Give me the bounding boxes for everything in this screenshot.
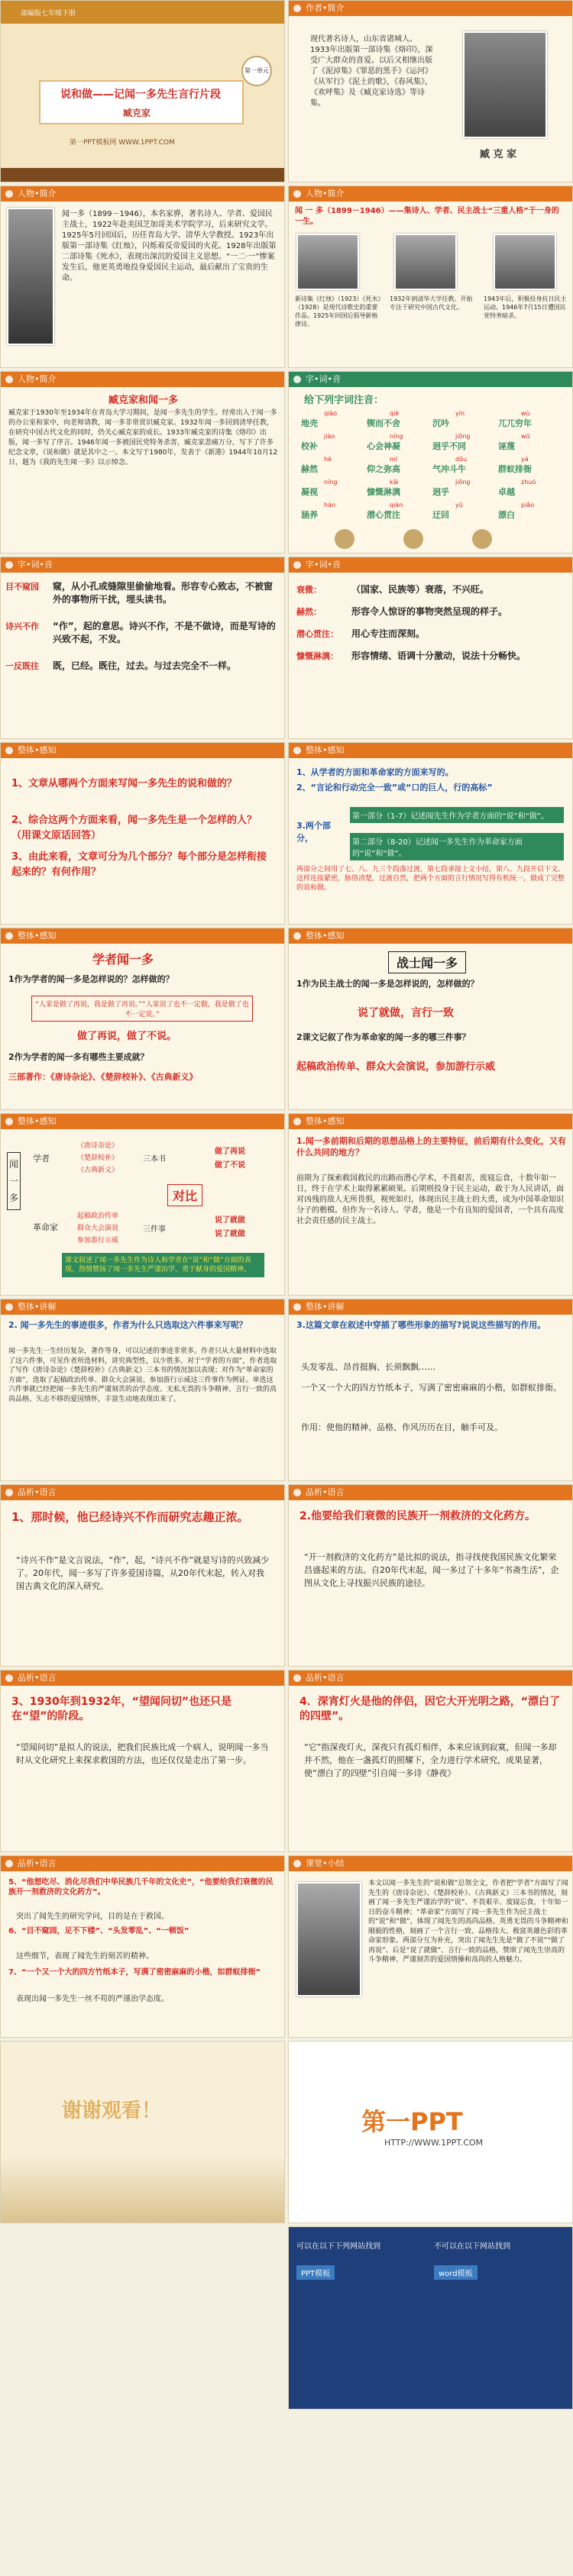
slide-language-2[interactable]	[288, 1484, 573, 1667]
event-3: 参加游行示威	[77, 1237, 119, 1244]
pinyin-item	[432, 479, 497, 498]
analysis-text: “开一剂救济的文化药方”是比拟的说法，指寻找使我国民族文化繁荣昌盛起来的方法。自20年代末起，闻一多过了十多年“书斋生活”，企图从文化上寻找振兴民族的途径。	[304, 1552, 559, 1588]
exercise-title: 给下列字词注音：	[304, 395, 384, 406]
sentence-6: 6、“目不窥园，足不下楼”、“头发零乱”、“一顿饭”	[8, 1927, 189, 1935]
author-bio: 现代著名诗人，山东省诸城人。1933年出版第一部诗集《烙印》，深受广大群众的喜爱。以后又相继出版了《泥淖集》《罪恶的黑手》《运河》《从军行》《泥土的歌》，《春风集》，《欢呼集》及《臧克家诗选》等诗集。	[310, 35, 433, 108]
slide-language-1[interactable]	[0, 1484, 285, 1667]
book-1: 《唐诗杂论》	[77, 1142, 119, 1150]
three-books-label: 三本书	[143, 1155, 166, 1164]
vocab-row	[296, 583, 568, 596]
caption-2: 1932年到清华大学任教。开始专注于研究中国古代文化。	[390, 295, 473, 311]
pinyin-text: yá	[521, 456, 529, 463]
pinyin-item	[301, 433, 365, 452]
caption-3: 1943年后，积极投身抗日民主运动。1946年7月15日遭国民党特务暗杀。	[484, 295, 567, 319]
summary-text: 本文以闻一多先生的“说和做”总领全文，作者把“学者”方面写了闻先生的《唐诗杂论》、《楚辞校补》、《古典新义》三本书的情况，刻画了闻一多先生严谨治学的“说”、不畏艰辛、废寝忘食，十年如一日的奋斗精神；“革命家”方面写了闻一多先生作为民主战士的“说”和“做”，体现了闻先生的高尚品格、英勇无畏的斗争精神和刚毅的性格，刻画了一个言行一致、品格伟大、极富英雄色彩的革命家形象。两部分互为补充，突出了闻先生先是“做了不说”“做了再说”、后是“说了就做”、言行一致的品格，赞颂了闻先生崇高的斗争精神、严谨刻苦的爱国情操和高尚的人格魅力。	[368, 1880, 568, 1964]
revolutionary-label: 革命家	[33, 1222, 58, 1232]
word-text: 涵养	[301, 510, 318, 520]
slide-header: 整体•感知	[1, 928, 284, 944]
slide-header: 人物•简介	[1, 186, 284, 202]
vocab-definition: 既，已经。既往，过去。与过去完全不一样。	[53, 660, 237, 671]
slide-header: 品析•语言	[289, 1485, 572, 1500]
answer-5: 突出了闻先生的研究学问，目的是在于救国。	[16, 1913, 169, 1921]
bullet-3: 作用：使他的精神、品格、作风历历在目，触手可及。	[301, 1422, 503, 1432]
slide-header: 人物•简介	[1, 372, 284, 387]
slide-thanks[interactable]	[0, 2041, 285, 2223]
slide-pinyin[interactable]	[288, 371, 573, 554]
pinyin-item	[301, 456, 365, 475]
word-text: 漂白	[498, 510, 515, 520]
landscape-decoration	[1, 2156, 285, 2223]
slide-header: 品析•语言	[289, 1671, 572, 1686]
result-3: 说了就做	[215, 1216, 245, 1225]
vocab-row	[5, 580, 280, 606]
slide-header: 整体•感知	[289, 743, 572, 758]
slide-vocab-1[interactable]	[0, 557, 285, 739]
word-text: 卓越	[498, 487, 515, 497]
slide-language-4[interactable]	[288, 1670, 573, 1852]
vocab-term: 赫然：	[296, 607, 322, 617]
answer-text: 前期为了探索救国救民的出路而潜心学术，不畏艰苦，废寝忘食，十数年如一日，终于在学术上取得累累硕果。后期则投身于民主运动，敢于为人民讲话，面对凶残的敌人无所畏惧，视死如归，体现出民主战士的大勇，成为中国革命知识分子的楷模。但作为一名诗人、学者，他是一个有良知的爱国者，一个具有高度社会责任感的民主战士。	[296, 1174, 564, 1225]
slide-header: 整体•感知	[1, 743, 284, 758]
resource-ppt[interactable]: PPT模板	[296, 2265, 335, 2280]
pinyin-item	[301, 502, 365, 521]
section-title: 学者闻一多	[92, 952, 154, 967]
word-text: 地壳	[301, 418, 318, 428]
pinyin-text: níng	[390, 433, 403, 440]
pinyin-item	[367, 502, 431, 521]
pinyin-item	[498, 433, 562, 452]
available-label: 可以在以下下列网站找到	[296, 2242, 380, 2251]
author-name: 臧克家	[123, 108, 151, 118]
slide-structure-chart[interactable]	[0, 1113, 285, 1296]
slide-header: 整体•讲解	[1, 1299, 284, 1315]
vocab-definition: 用心专注而深刻。	[351, 628, 426, 639]
slide-resources[interactable]	[288, 2226, 573, 2410]
slide-character-intro-3[interactable]	[0, 371, 285, 554]
pinyin-text: kǎi	[390, 479, 399, 486]
thanks-text: 谢谢观看！	[62, 2100, 162, 2122]
sentence-heading: 1、那时候，他已经诗兴不作而研究志趣正浓。	[11, 1510, 249, 1524]
word-text: 沉吟	[432, 418, 449, 428]
slide-character-intro-2[interactable]	[288, 186, 573, 368]
pinyin-text: qiào	[324, 410, 338, 417]
vocab-term: 慷慨淋漓：	[296, 651, 338, 661]
resource-word[interactable]: word模板	[434, 2265, 478, 2280]
photo-1	[296, 234, 359, 290]
slide-header: 人物•简介	[289, 186, 572, 202]
question-1: 1、文章从哪两个方面来写闻一多先生的说和做的？	[11, 778, 238, 789]
word-text: 赫然	[301, 464, 318, 474]
summary-box: 课文叙述了闻一多先生作为诗人和学者在“说”和“做”方面的表现，热情赞扬了闻一多先生严谨治学、勇于献身的爱国精神。	[62, 1253, 264, 1277]
slide-header: 品析•语言	[1, 1671, 284, 1686]
question: 2. 闻一多先生的事迹很多，作者为什么只选取这六件事来写呢？	[8, 1320, 248, 1330]
word-text: 群蚁排衙	[498, 464, 532, 474]
pinyin-text: níng	[324, 479, 338, 486]
word-text: 诬蔑	[498, 441, 515, 451]
question-3: 3、由此来看，文章可分为几个部分？每个部分是怎样衔接起来的？有何作用？	[11, 851, 267, 878]
caption-1: 新诗集《红烛》（1923）《死水》（1928）是现代诗歌史的重要作品。1925年回国后倡导新格律诗。	[295, 295, 381, 328]
pinyin-text: mí	[390, 456, 398, 463]
result-1: 做了再说	[215, 1148, 245, 1156]
site-label: 第一PPT模板网 WWW.1PPT.COM	[70, 139, 175, 147]
vocab-list	[5, 580, 280, 686]
pinyin-item	[432, 410, 497, 429]
transition-note: 两部分之间用了七、八、九三个段落过渡，第七段承接上文小结，第八、九段开启下文。这样连接紧密，脉络清楚，过渡自然，把两个方面的言行情况写得有机统一，做成了完整的说和做。	[296, 866, 565, 892]
part-1: 第一部分（1-7）记述闻先生作为学者方面的“说”和“做”。	[350, 807, 564, 823]
slide-header: 整体•感知	[1, 1114, 284, 1129]
slide-discussion-2[interactable]	[0, 1299, 285, 1481]
pinyin-text: hè	[324, 456, 332, 463]
logo-text: 第一PPT	[361, 2107, 463, 2136]
slide-character-intro-1[interactable]	[0, 186, 285, 368]
slide-header: 品析•语言	[1, 1856, 284, 1871]
vocab-term: 一反既往	[5, 661, 39, 671]
slide-language-3[interactable]	[0, 1670, 285, 1852]
analysis-text: “望闻问切”是拟人的说法，把我们民族比成一个病人，说明闻一多当时从文化研究上来探求救国的方法，也还仅仅是走出了第一步。	[16, 1742, 269, 1765]
result-2: 做了不说	[215, 1161, 245, 1170]
slide-author-intro[interactable]	[288, 0, 573, 182]
event-1: 起稿政治传单	[77, 1212, 119, 1220]
question-2: 2课文记叙了作为革命家的闻一多的哪三件事？	[296, 1032, 471, 1042]
slide-summary[interactable]	[288, 1855, 573, 2038]
answer-1: 说了就做，言行一致	[358, 1007, 454, 1019]
pinyin-text: jiào	[324, 433, 335, 440]
word-text: 兀兀穷年	[498, 418, 532, 428]
slide-overview-questions[interactable]	[0, 742, 285, 925]
pinyin-item	[367, 456, 431, 475]
photo-3	[494, 234, 556, 290]
pinyin-grid	[301, 410, 565, 525]
pinyin-text: yín	[455, 410, 465, 417]
analysis-text: “它”指深夜灯火，深夜只有孤灯相伴，本来应该到寂寞，但闻一多却并不然，他在一盏孤灯的照耀下，全力进行学术研究，成果显著，使“漂白了的四壁”引自闻一多诗《静夜》	[304, 1742, 557, 1778]
word-text: 潜心贯注	[367, 510, 400, 520]
answer-1: 1、从学者的方面和革命家的方面来写的。	[296, 767, 454, 777]
answer-7: 表现出闻一多先生一丝不苟的严谨治学态度。	[16, 1995, 169, 2003]
pinyin-text: piǎo	[521, 502, 535, 508]
pinyin-item	[498, 456, 562, 475]
vocab-definition: （国家、民族等）衰落，不兴旺。	[351, 584, 490, 595]
word-text: 仰之弥高	[367, 464, 400, 474]
answer-2: 起稿政治传单、群众大会演说，参加游行示威	[296, 1061, 496, 1073]
logo-url[interactable]: HTTP://WWW.1PPT.COM	[384, 2138, 484, 2148]
unit-badge: 第一单元	[241, 56, 272, 86]
pinyin-item	[498, 502, 562, 521]
word-text: 迂回	[432, 510, 449, 520]
word-text: 凝视	[301, 487, 318, 497]
slide-overview-answers[interactable]	[288, 742, 573, 925]
question-1: 1作为民主战士的闻一多是怎样说的，怎样做的？	[296, 979, 479, 989]
vocab-row	[5, 620, 280, 646]
pinyin-text: wù	[521, 410, 530, 417]
slide-title[interactable]	[0, 0, 285, 182]
sentence-7: 7、“一个又一个大的四方竹纸本子，写满了密密麻麻的小楷，如群蚁排衙”	[8, 1968, 261, 1977]
analysis-text: “诗兴不作”是文言说法，“作”，起，“诗兴不作”就是写诗的兴致减少了。20年代，闻一多写了许多爱国诗篇，从20年代末起，转入对我国古典文化的深入研究。	[16, 1555, 270, 1591]
question-2: 2作为学者的闻一多有哪些主要成就？	[8, 1052, 149, 1062]
vocab-definition: “作”，起的意思。诗兴不作，不是不做诗，而是写诗的兴致不起，不发。	[53, 621, 276, 644]
three-events-label: 三件事	[143, 1225, 166, 1234]
pinyin-text: zhuó	[521, 479, 536, 486]
slide-discussion-1[interactable]	[288, 1113, 573, 1296]
pinyin-item	[498, 479, 562, 498]
vocab-row	[296, 605, 568, 618]
vocab-definition: 形容令人惊讶的事物突然呈现的样子。	[351, 606, 508, 617]
bullet-2: 一个又一个大的四方竹纸本子，写满了密密麻麻的小楷，如群蚁排衙。	[301, 1383, 562, 1393]
result-4: 说了就做	[215, 1230, 245, 1238]
word-text: 心会神凝	[367, 441, 400, 451]
slide-discussion-3[interactable]	[288, 1299, 573, 1481]
pinyin-text: jiǒng	[455, 433, 471, 440]
part-2: 第二部分（8-20）记述闻一多先生作为革命家方面的“说”和“做”。	[350, 833, 564, 860]
slide-language-5[interactable]	[0, 1855, 285, 2038]
slide-header: 整体•感知	[289, 1114, 572, 1129]
question-1: 1作为学者的闻一多是怎样说的？怎样做的？	[8, 974, 174, 984]
slide-header: 字•词•音	[289, 372, 572, 387]
word-text: 校补	[301, 441, 318, 451]
book-2: 《楚辞校补》	[77, 1154, 119, 1162]
subject-label: 闻一多	[7, 1152, 21, 1210]
book-3: 《古典新义》	[77, 1167, 119, 1174]
unavailable-label: 不可以在以下网站找到	[434, 2242, 510, 2251]
vocab-definition: 形容情绪、语调十分激动，说法十分畅快。	[351, 650, 526, 661]
question: 3.这篇文章在叙述中穿插了哪些形象的描写?说说这些描写的作用。	[296, 1320, 546, 1330]
answer-text: 闻一多先生一生经历复杂，著作等身，可以记述的事迹非常多。作者只从大量材料中选取了这六件事，可见作者所选材料，讲究典型性，以少胜多。对于“学者的方面”，作者选取了写作《唐诗杂论》《楚辞校补》《古典新义》三本书的情况加以表现；对作为“革命家的方面”，选取了起稿政治传单、群众大会演说、参加游行示威这三件事作为例证。单选这六件事就已经把闻一多先生的严谨刻苦的治学态度、无私无畏的斗争精神、言行一致的高尚品格、矢志不移的爱国情怀，丰富生动地表现出来了。	[8, 1348, 277, 1403]
pinyin-item	[367, 479, 431, 498]
pinyin-text: jiǒng	[455, 479, 471, 486]
vocab-row	[296, 650, 568, 663]
slide-scholar[interactable]	[0, 928, 285, 1110]
word-text: 迥乎不同	[432, 441, 466, 451]
pinyin-text: wū	[521, 433, 530, 440]
photo-caption: 臧 克 家	[480, 149, 517, 160]
pinyin-text: yū	[455, 502, 463, 508]
slide-header: 课堂•小结	[289, 1856, 572, 1871]
owl-icon	[472, 529, 492, 549]
word-text: 锲而不舍	[367, 418, 400, 428]
pinyin-text: dǒu	[455, 456, 468, 463]
vocab-term: 目不窥园	[5, 582, 39, 592]
section-title: 战士闻一多	[388, 951, 466, 973]
slide-header: 字•词•音	[1, 557, 284, 573]
question: 1.闻一多前期和后期的思想品格上的主要特征，前后期有什么变化，又有什么共同的地方？	[296, 1136, 566, 1157]
sentence-heading: 3、1930年到1932年，“望闻问切”也还只是在“望”的阶段。	[11, 1696, 232, 1722]
owl-icon	[403, 529, 423, 549]
question-2: 2、综合这两个方面来看，闻一多先生是一个怎样的人？（用课文原话回答）	[11, 815, 257, 841]
slide-header: 字•词•音	[289, 557, 572, 573]
pinyin-item	[498, 410, 562, 429]
vocab-row	[5, 660, 280, 673]
pinyin-text: hán	[324, 502, 336, 508]
word-text: 气冲斗牛	[432, 464, 466, 474]
intro-line: 闻 一 多（1899－1946）——集诗人、学者、民主战士“三重人格”于一身的一生。	[295, 207, 559, 226]
grade-tag: 部编版七年级下册	[21, 10, 76, 18]
pinyin-item	[432, 456, 497, 475]
slide-fighter[interactable]	[288, 928, 573, 1110]
answer-1: 做了再说，做了不说。	[77, 1031, 177, 1042]
wen-yiduo-portrait	[7, 208, 54, 345]
sentence-heading: 4．深宵灯火是他的伴侣，因它大开光明之路，“漂白了的四壁”。	[299, 1696, 560, 1722]
word-text: 慷慨淋漓	[367, 487, 400, 497]
pinyin-text: qián	[390, 502, 403, 508]
summary-portrait	[296, 1882, 361, 1997]
vocab-list	[296, 583, 568, 672]
pinyin-item	[432, 433, 497, 452]
sentence-heading: 2.他要给我们衰微的民族开一剂救济的文化药方。	[299, 1510, 536, 1522]
pinyin-item	[301, 410, 365, 429]
pinyin-item	[367, 433, 431, 452]
slide-logo[interactable]	[288, 2041, 573, 2223]
word-text: 迥乎	[432, 487, 449, 497]
slide-header: 作者•简介	[289, 1, 572, 16]
answer-3: 3.两个部分，	[296, 821, 331, 843]
character-bio: 闻一多（1899－1946），本名家骅，著名诗人、学者、爱国民主战士，1922年赴美国芝加哥美术学院学习，后来研究文学。1925年5月回国后，历任青岛大学、清华大学教授。1923年出版第一部诗集《红烛》，闪烁着反帝爱国的火花。1928年出版第二部诗集《死水》，表现出深沉的爱国主义思想。“一二·一”惨案发生后，他更英勇地投身爱国民主运动，最后献出了宝贵的生命。	[62, 210, 277, 282]
relation-text: 臧克家于1930年至1934年在青岛大学习期间，是闻一多先生的学生。经常出入于闻一多的办公室和家中，向老师请教，闻一多非常赏识臧克家。1932年闻一多回到清华任教，在研究中国古代文化的同时，仍关心臧克家的成长。1933年臧克家的诗集《烙印》出版，闻一多写了序言。1946年闻一多被国民党特务杀害，臧克家悲痛万分，写下了许多纪念文章，《说和做》就是其中之一。本文写于1980年，发表于《新港》1944年10月12日，题为《我的先生闻一多》以示悼念。	[8, 409, 278, 466]
author-photo	[463, 31, 547, 138]
pinyin-text: qiè	[390, 410, 400, 417]
bullet-1: 头发零乱、昂首挺胸、长须飘飘……	[301, 1362, 435, 1372]
vocab-term: 衰微：	[296, 585, 322, 595]
answer-6: 这些细节，表现了闻先生的刻苦的精神。	[16, 1952, 154, 1961]
pinyin-item	[432, 502, 497, 521]
slide-header: 品析•语言	[1, 1485, 284, 1500]
slide-vocab-2[interactable]	[288, 557, 573, 739]
slide-header: 整体•讲解	[289, 1299, 572, 1315]
contrast-label: 对比	[167, 1184, 202, 1206]
slide-title-text: 说和做——记闻一多先生言行片段	[60, 89, 221, 101]
answer-2: 三部著作：《唐诗杂论》、《楚辞校补》、《古典新义》	[8, 1072, 198, 1082]
quote: “人家是做了再说，我是做了再说。”“人家说了也不一定做，我是做了也不一定说。”	[31, 996, 253, 1022]
vocab-term: 诗兴不作	[5, 621, 39, 631]
vocab-term: 潜心贯注：	[296, 629, 338, 639]
owl-icon	[335, 529, 354, 549]
answer-2: 2、“言论和行动完全一致”或“口的巨人，行的高标”	[296, 783, 493, 792]
section-title: 臧克家和闻一多	[108, 395, 178, 406]
pinyin-item	[301, 479, 365, 498]
event-2: 群众大会演说	[77, 1225, 119, 1232]
photo-2	[394, 234, 457, 290]
vocab-definition: 窥，从小孔或缝隙里偷偷地看。形容专心致志，不被窗外的事物所干扰，埋头读书。	[53, 581, 274, 605]
scholar-label: 学者	[33, 1154, 50, 1164]
slide-header: 整体•感知	[289, 928, 572, 944]
vocab-row	[296, 628, 568, 641]
pinyin-item	[367, 410, 431, 429]
sentence-5: 5、“他想吃尽、消化尽我们中华民族几千年的文化史”，“他要给我们衰微的民族开一剂救济的文化药方”。	[8, 1878, 274, 1896]
